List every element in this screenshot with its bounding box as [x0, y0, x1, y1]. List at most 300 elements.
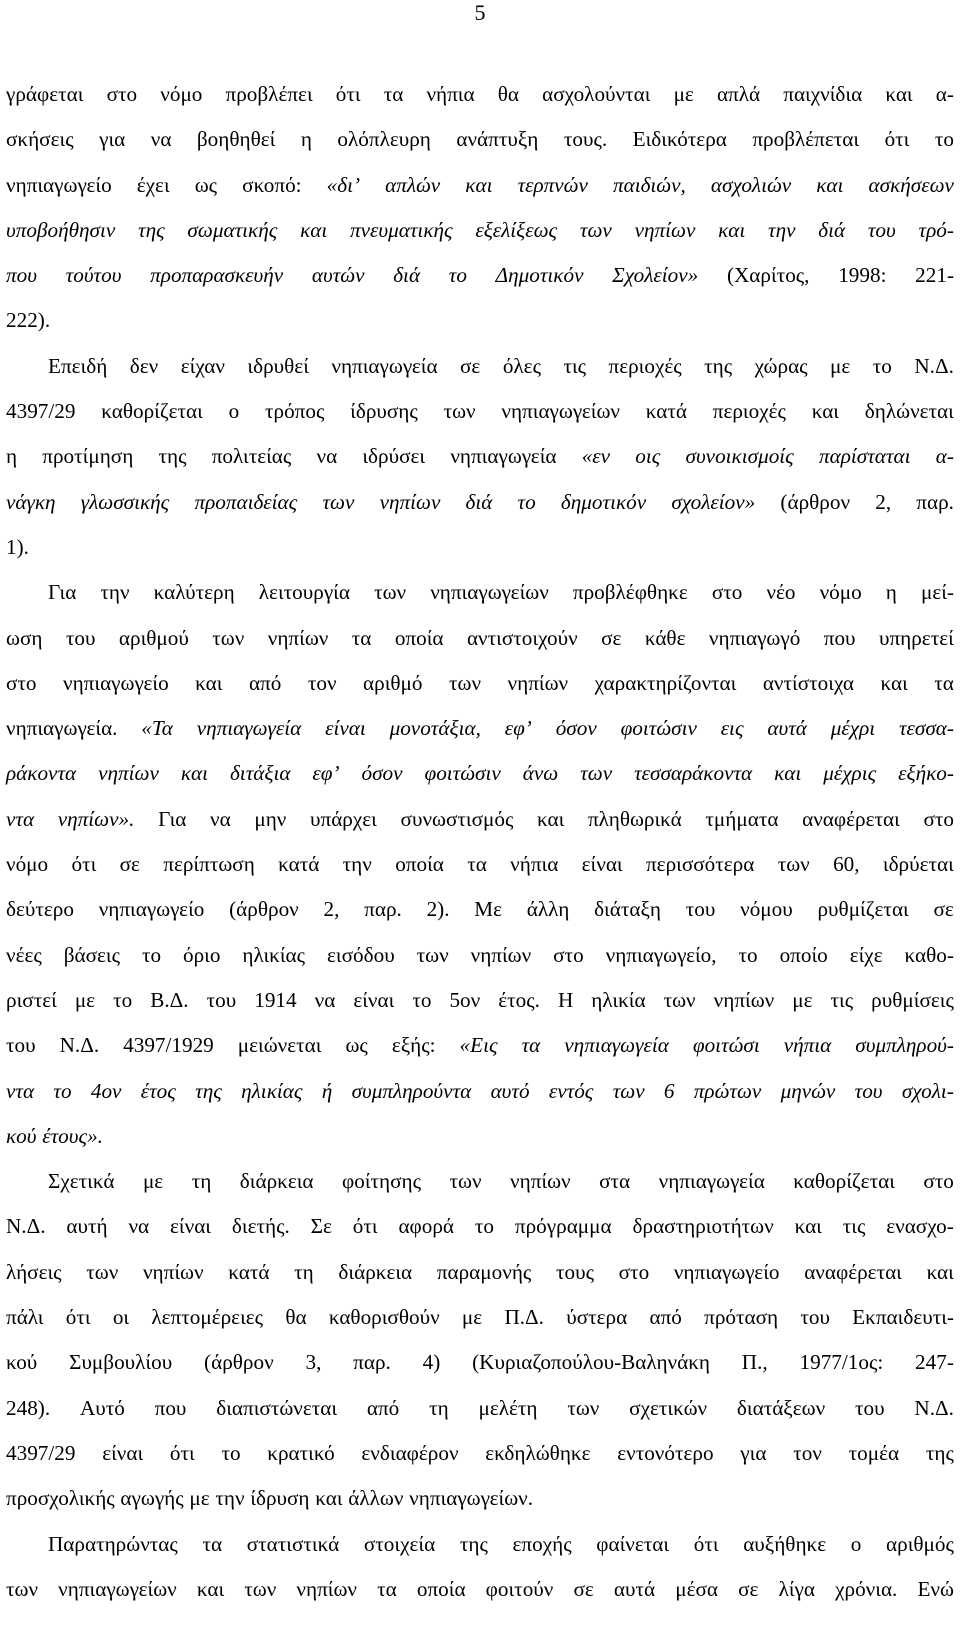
word: ενασχο-	[886, 1214, 954, 1239]
word: καλύτερη	[153, 580, 235, 605]
quoted-word: κού	[6, 1123, 37, 1148]
quoted-word: 4ον	[90, 1078, 122, 1103]
word: μην	[254, 806, 287, 831]
quoted-word: «δι’	[326, 172, 361, 197]
word: πρόγραμμα	[514, 1214, 612, 1239]
text-line	[6, 208, 954, 253]
word: τις	[563, 353, 587, 378]
word: ότι	[169, 1440, 195, 1465]
quoted-word: νηπιαγωγεία	[196, 716, 302, 741]
word: 1998:	[838, 263, 887, 288]
quoted-word: το	[448, 263, 467, 288]
word: Σε	[310, 1214, 332, 1239]
text-line	[6, 797, 954, 842]
word: είχε	[849, 942, 883, 967]
word: Συμβουλίου	[69, 1350, 173, 1375]
word: σε	[738, 1576, 759, 1601]
word: νηπίων	[142, 1259, 204, 1284]
page-number: 5	[474, 0, 486, 25]
word: λεπτομέρειες	[151, 1305, 264, 1330]
word: τα	[383, 82, 404, 106]
word: Ν.Δ.	[6, 1214, 46, 1239]
word: των	[449, 1169, 482, 1194]
text-line	[6, 1567, 954, 1612]
text-line	[6, 1386, 954, 1431]
word: αντίστοιχα	[762, 670, 854, 695]
word: ασχολούνται	[542, 82, 651, 106]
word: νόμο	[160, 82, 203, 106]
word: της	[925, 1440, 954, 1465]
word: στατιστικά	[246, 1531, 340, 1556]
word: νέες	[6, 942, 42, 967]
word: ότι	[71, 852, 97, 877]
word: είναι	[102, 1440, 144, 1465]
word: νηπίων	[296, 1576, 358, 1601]
word: χρόνια.	[835, 1576, 898, 1601]
word: διετής.	[231, 1214, 290, 1239]
word: νηπιαγωγείων.	[409, 1486, 534, 1511]
text-line	[6, 344, 954, 389]
word: της	[704, 353, 733, 378]
word: Ειδικότερα	[632, 127, 727, 152]
text-line	[6, 842, 954, 887]
word: νηπίων	[507, 670, 569, 695]
word: προβλέπεται	[752, 127, 860, 152]
word: συνωστισμός	[400, 806, 514, 831]
word: άλλων	[348, 1486, 404, 1511]
word: καθορίζεται	[793, 1169, 895, 1194]
quoted-word: δημοτικόν	[560, 489, 647, 514]
word: σε	[573, 1576, 594, 1601]
word: ότι	[335, 82, 361, 106]
word: νόμου	[740, 897, 793, 922]
word: δεν	[129, 353, 159, 378]
quoted-word: είναι	[325, 716, 366, 741]
quoted-word: σωματικής	[187, 217, 278, 242]
quoted-word: φοιτώσιν	[620, 716, 697, 741]
word: Παρατηρώντας	[48, 1531, 178, 1556]
text-line	[6, 887, 954, 932]
word: δηλώνεται	[864, 399, 954, 424]
word: σχετικών	[629, 1395, 708, 1420]
quoted-word: Δημοτικόν	[495, 263, 584, 288]
word: έτος.	[498, 987, 540, 1012]
word: κού	[6, 1350, 38, 1375]
word: τα	[934, 670, 954, 695]
quoted-word: διά	[465, 489, 493, 514]
word: το	[113, 987, 133, 1012]
word: Π.,	[741, 1350, 768, 1375]
word: Αυτό	[79, 1395, 125, 1420]
word: στο	[923, 1169, 954, 1194]
word: νέο	[766, 580, 796, 605]
quoted-word: παρίσταται	[818, 444, 911, 469]
word: τα	[202, 1531, 223, 1556]
word: λειτουργία	[258, 580, 350, 605]
word: να	[314, 987, 336, 1012]
quoted-word: της	[137, 217, 165, 242]
word: άλλη	[526, 897, 570, 922]
word: Η	[557, 987, 574, 1012]
quoted-word: τερπνών	[517, 172, 588, 197]
word: Ν.Δ.	[59, 1033, 100, 1058]
word: καθορισθούν	[328, 1305, 440, 1330]
word: και	[926, 1259, 954, 1284]
word: οι	[112, 1305, 130, 1330]
word: α-	[935, 82, 954, 106]
word: των	[567, 1395, 600, 1420]
quoted-word: διτάξια	[229, 761, 291, 786]
quoted-word: Σχολείον»	[612, 263, 699, 288]
word: παρ.	[916, 489, 954, 514]
word: η	[300, 127, 312, 152]
word: την	[100, 580, 130, 605]
word: των	[449, 670, 482, 695]
word: Ν.Δ.	[914, 1395, 954, 1420]
word: Για	[48, 580, 77, 605]
word: για	[99, 127, 126, 152]
word: ίδρυση	[250, 1486, 310, 1511]
word: εποχής	[512, 1531, 572, 1556]
word: το	[412, 987, 432, 1012]
word: και	[315, 1486, 343, 1511]
quoted-word: α-	[935, 444, 954, 469]
word: μεί-	[920, 580, 954, 605]
text-line	[6, 163, 954, 208]
word: Β.Δ.	[150, 987, 189, 1012]
word: το	[872, 353, 892, 378]
word: στοιχεία	[363, 1531, 436, 1556]
word: προβλέφθηκε	[572, 580, 688, 605]
word: ριστεί	[6, 987, 57, 1012]
word: εντονότερο	[617, 1440, 714, 1465]
word: τις	[842, 1214, 866, 1239]
word: Ενώ	[917, 1576, 954, 1601]
word: είναι	[353, 987, 395, 1012]
word: (Κυριαζοπούλου-Βαληνάκη	[472, 1350, 710, 1375]
word: την	[342, 852, 372, 877]
word: σε	[119, 852, 140, 877]
quoted-word: σχολείον»	[671, 489, 756, 514]
word: του	[206, 987, 237, 1012]
word: στο	[6, 670, 37, 695]
word: 222).	[6, 308, 51, 333]
word: φοίτησης	[342, 1169, 422, 1194]
word: νηπιαγωγείων	[501, 399, 620, 424]
word: νήπια	[510, 852, 559, 877]
quoted-word: πνευματικής	[350, 217, 453, 242]
word: 247-	[915, 1350, 954, 1375]
text-line	[6, 389, 954, 434]
quoted-word: διά	[393, 263, 421, 288]
word: νόμο	[819, 580, 862, 605]
word: βοηθηθεί	[196, 127, 276, 152]
quoted-word: της	[195, 1078, 222, 1103]
text-line	[6, 1476, 954, 1521]
word: νηπιαγωγεία	[658, 1169, 765, 1194]
word: διαπιστώνεται	[216, 1395, 338, 1420]
word: καθο-	[904, 942, 954, 967]
word: των	[212, 625, 245, 650]
word: είναι	[581, 852, 623, 877]
text-line	[6, 570, 954, 615]
word: Σχετικά	[48, 1169, 115, 1194]
word: καθορίζεται	[101, 399, 203, 424]
word: εισόδου	[327, 942, 395, 967]
word: οποία	[394, 625, 444, 650]
word: αγωγής	[120, 1486, 184, 1511]
quoted-word: οις	[635, 444, 661, 469]
word: 4)	[422, 1350, 441, 1375]
word: νηπίων	[713, 987, 775, 1012]
word: ως	[194, 172, 218, 197]
quoted-word: φοιτώσι	[692, 1033, 760, 1058]
word: αριθμού	[118, 625, 189, 650]
word: προτίμηση	[42, 444, 134, 469]
word: προβλέπει	[225, 82, 313, 106]
word: ωση	[6, 625, 43, 650]
quoted-word: απλών	[385, 172, 441, 197]
text-line	[6, 1114, 954, 1159]
word: σκοπό:	[242, 172, 302, 197]
quoted-word: έτους».	[42, 1123, 103, 1148]
word: αριθμός	[886, 1531, 954, 1556]
word: ανάπτυξη	[456, 127, 539, 152]
word: περισσότερα	[645, 852, 755, 877]
quoted-word: νηπίων».	[57, 806, 135, 831]
quoted-word: μέχρις	[823, 761, 877, 786]
quoted-word: εφ’	[312, 761, 340, 786]
word: νηπιαγωγεία.	[6, 716, 118, 741]
text-line	[6, 1431, 954, 1476]
word: 4397/1929	[123, 1033, 214, 1058]
word: το	[141, 942, 162, 967]
quoted-word: εξελίξεως	[475, 217, 558, 242]
word: από	[649, 1305, 682, 1330]
quoted-word: γλωσσικής	[80, 489, 170, 514]
word: και	[880, 670, 908, 695]
word: νηπιαγωγείο,	[605, 942, 717, 967]
word: του	[65, 625, 96, 650]
quoted-word: των	[612, 1078, 645, 1103]
word: ηλικία	[591, 987, 646, 1012]
word: τους	[555, 1259, 594, 1284]
text-line	[6, 616, 954, 661]
word: 2,	[323, 897, 340, 922]
word: ολόπλευρη	[337, 127, 431, 152]
text-line	[6, 706, 954, 751]
quoted-word: «εν	[581, 444, 611, 469]
quoted-word: όσον	[555, 716, 597, 741]
quoted-word: ασχολιών	[710, 172, 792, 197]
word: και	[196, 1576, 225, 1601]
word: των	[6, 1576, 39, 1601]
word: και	[794, 1214, 822, 1239]
word: ως	[345, 1033, 368, 1058]
quoted-word: αυτών	[311, 263, 365, 288]
word: των	[443, 399, 476, 424]
quoted-word: των	[322, 489, 355, 514]
quoted-word: ντα	[6, 1078, 35, 1103]
word: τα	[467, 852, 487, 877]
text-line	[6, 1522, 954, 1567]
word: αναφέρεται	[802, 806, 900, 831]
quoted-word: και	[718, 217, 746, 242]
word: τον	[793, 1440, 822, 1465]
word: τον	[307, 670, 337, 695]
word: 1).	[6, 534, 29, 559]
quoted-word: συμπληρού-	[855, 1033, 954, 1058]
word: (άρθρον	[780, 489, 851, 514]
word: των	[416, 942, 449, 967]
quoted-word: και	[774, 761, 802, 786]
text-line	[6, 434, 954, 479]
quoted-word: εντός	[548, 1078, 594, 1103]
word: των	[244, 1576, 277, 1601]
quoted-word: και	[465, 172, 493, 197]
quoted-word: ασκήσεων	[868, 172, 954, 197]
quoted-word: φοιτώσιν	[424, 761, 501, 786]
word: κρατικό	[267, 1440, 335, 1465]
word: από	[366, 1395, 400, 1420]
quoted-word: αυτά	[767, 716, 807, 741]
quoted-word: μηνών	[780, 1078, 836, 1103]
quoted-word: ή	[321, 1078, 333, 1103]
quoted-word: έτος	[140, 1078, 176, 1103]
word: κατά	[278, 852, 320, 877]
word: τη	[191, 1169, 212, 1194]
word: του	[854, 1395, 885, 1420]
word: ότι	[352, 1214, 378, 1239]
word: ρυθμίσεις	[871, 987, 954, 1012]
word: στο	[553, 942, 584, 967]
word: των	[86, 1259, 119, 1284]
quoted-word: εξήκο-	[898, 761, 954, 786]
quoted-word: σχολι-	[901, 1078, 954, 1103]
word: νηπίων	[470, 942, 532, 967]
quoted-word: τούτου	[65, 263, 122, 288]
word: σε	[933, 897, 954, 922]
word: διατάξεων	[736, 1395, 826, 1420]
word: Π.Δ.	[504, 1305, 544, 1330]
word: τη	[429, 1395, 449, 1420]
word: παιχνίδια	[783, 82, 863, 106]
text-line	[6, 1023, 954, 1068]
word: νηπιαγωγείων	[58, 1576, 177, 1601]
word: οποίο	[779, 942, 828, 967]
word: και	[811, 399, 839, 424]
word: των	[777, 852, 810, 877]
word: 248).	[6, 1395, 51, 1420]
word: νηπιαγωγεία	[331, 353, 438, 378]
quoted-word: μέχρι	[830, 716, 876, 741]
word: νήπια	[426, 82, 475, 106]
word: είχαν	[180, 353, 225, 378]
text-line	[6, 253, 954, 298]
word: διάταξη	[594, 897, 661, 922]
word: το	[738, 942, 758, 967]
text-line	[6, 751, 954, 796]
word: λήσεις	[6, 1259, 62, 1284]
word: από	[248, 670, 282, 695]
word: ο	[228, 399, 240, 424]
word: ότι	[65, 1305, 91, 1330]
quoted-word: προπαρασκευήν	[150, 263, 284, 288]
word: τις	[830, 987, 854, 1012]
word: δραστηριοτήτων	[632, 1214, 774, 1239]
word: ότι	[884, 127, 910, 152]
word: παρ.	[353, 1350, 391, 1375]
word: η	[885, 580, 897, 605]
word: όριο	[182, 942, 221, 967]
quoted-word: το	[517, 489, 536, 514]
word: και	[195, 670, 223, 695]
quoted-word: νήπια	[783, 1033, 832, 1058]
text-line	[6, 978, 954, 1023]
text-line	[6, 525, 954, 570]
text-line	[6, 661, 954, 706]
word: χαρακτηρίζονται	[594, 670, 737, 695]
text-line	[6, 298, 954, 343]
word: η	[6, 444, 18, 469]
word: τρόπος	[264, 399, 325, 424]
quoted-word: ηλικίας	[241, 1078, 303, 1103]
word: πολιτείας	[211, 444, 292, 469]
word: σε	[601, 625, 622, 650]
quoted-word: και	[816, 172, 844, 197]
word: του	[685, 897, 716, 922]
word: αντιστοιχούν	[466, 625, 578, 650]
word: 1914	[254, 987, 297, 1012]
word: τους.	[563, 127, 608, 152]
word: και	[885, 82, 913, 106]
quoted-word: του	[854, 1078, 883, 1103]
word: διάρκεια	[239, 1169, 314, 1194]
text-line	[6, 1069, 954, 1114]
quoted-word: τρό-	[918, 217, 954, 242]
word: όλες	[502, 353, 541, 378]
text-line	[6, 1340, 954, 1385]
word: προσχολικής	[6, 1486, 115, 1511]
word: νηπίων	[267, 625, 329, 650]
quoted-word: νάγκη	[6, 489, 56, 514]
quoted-word: νηπίων	[379, 489, 441, 514]
word: στα	[599, 1169, 631, 1194]
word: υπηρετεί	[878, 625, 954, 650]
word: το	[474, 1214, 495, 1239]
quoted-word: τεσσα-	[898, 716, 954, 741]
word: εκδηλώθηκε	[485, 1440, 591, 1465]
text-line	[6, 117, 954, 162]
word: αυξήθηκε	[743, 1531, 827, 1556]
word: των	[663, 987, 696, 1012]
word: τμήματα	[705, 806, 779, 831]
quoted-word: «Εις	[459, 1033, 498, 1058]
word: τη	[294, 1259, 314, 1284]
quoted-word: τεσσαράκοντα	[634, 761, 753, 786]
word: 4397/29	[6, 1440, 76, 1465]
word: ηλικίας	[242, 942, 306, 967]
word: ιδρύεται	[882, 852, 954, 877]
quoted-word: διά	[818, 217, 846, 242]
word: το	[934, 127, 954, 152]
word: Για	[158, 806, 187, 831]
word: ιδρυθεί	[247, 353, 309, 378]
word: αυτή	[66, 1214, 108, 1239]
word: νηπιαγωγείο	[6, 172, 112, 197]
word: το	[221, 1440, 241, 1465]
quoted-word: νηπίων	[98, 761, 159, 786]
